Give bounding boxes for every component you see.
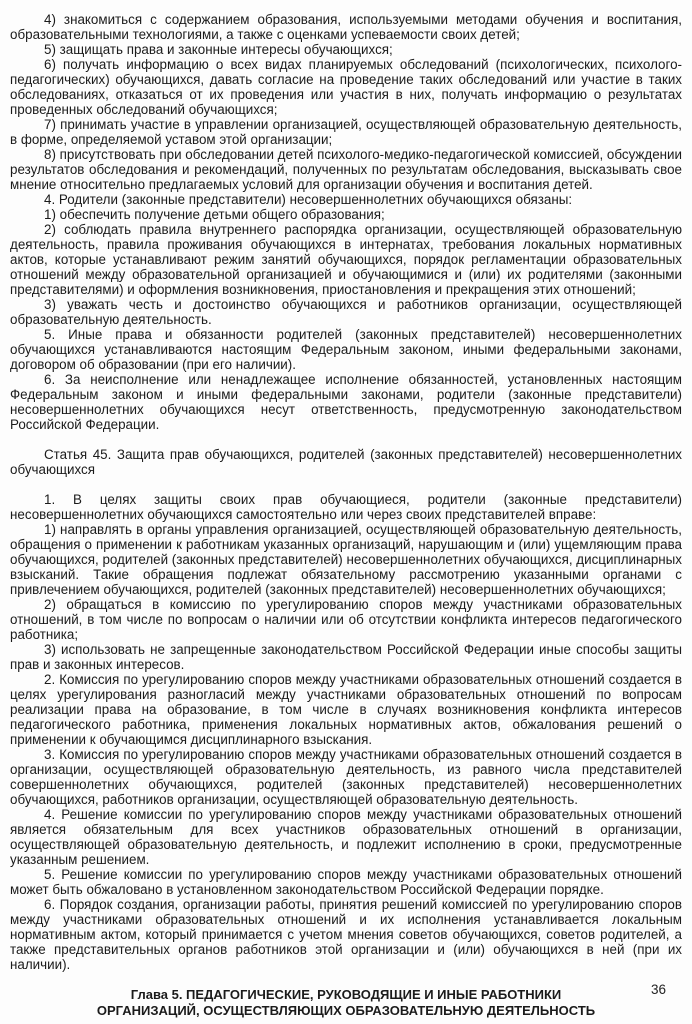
chapter-heading-line1: Глава 5. ПЕДАГОГИЧЕСКИЕ, РУКОВОДЯЩИЕ И ИНЫЕ РАБОТНИКИ xyxy=(130,987,562,1002)
paragraph: 5) защищать права и законные интересы обучающихся; xyxy=(44,42,393,57)
paragraph: 3) использовать не запрещенные законодательством Российской Федерации иные способы защиты прав и законных интересов. xyxy=(10,642,682,672)
paragraph: 1) обеспечить получение детьми общего образования; xyxy=(44,207,385,222)
paragraph: 5. Решение комиссии по урегулированию споров между участниками образовательных отношений может быть обжаловано в установленном законодательством Российской Федерации порядке. xyxy=(10,867,682,897)
paragraph: 8) присутствовать при обследовании детей психолого-медико-педагогической комиссией, обсуждении результатов обследования и рекомендаций, полученных по результатам обследования, высказывать свое мнение относительно предлагаемых условий для организации обучения и воспитания детей. xyxy=(10,147,682,192)
paragraph: 2) обращаться в комиссию по урегулированию споров между участниками образовательных отношений, в том числе по вопросам о наличии или об отсутствии конфликта интересов педагогического работника; xyxy=(10,597,682,642)
paragraph: 6. За неисполнение или ненадлежащее исполнение обязанностей, установленных настоящим Федеральным законом и иными федеральными законами, родители (законные представители) несовершеннолетних обучающихся несут ответственность, предусмотренную законодательством Российской Федерации. xyxy=(10,372,682,432)
chapter-5-heading xyxy=(10,987,682,1018)
paragraph: 4. Родители (законные представители) несовершеннолетних обучающихся обязаны: xyxy=(44,192,573,207)
paragraph: 3) уважать честь и достоинство обучающихся и работников организации, осуществляющей образовательную деятельность. xyxy=(10,297,682,327)
document-content xyxy=(10,12,682,1018)
paragraph: 2. Комиссия по урегулированию споров между участниками образовательных отношений создается в целях урегулирования разногласий между участниками образовательных отношений по вопросам реализации права на образование, в том числе в случаях возникновения конфликта интересов педагогического работника, применения локальных нормативных актов, обжалования решений о применении к обучающимся дисциплинарного взыскания. xyxy=(10,672,682,747)
paragraph: 1) направлять в органы управления организацией, осуществляющей образовательную деятельность, обращения о применении к работникам указанных организаций, нарушающим и (или) ущемляющим права обучающихся, родителей (законных представителей) несовершеннолетних обучающихся, дисциплинарных взысканий. Такие обращения подлежат обязательному рассмотрению указанными органами с привлечением обучающихся, родителей (законных представителей) несовершеннолетних обучающихся; xyxy=(10,522,682,597)
paragraph: 5. Иные права и обязанности родителей (законных представителей) несовершеннолетних обучающихся устанавливаются настоящим Федеральным законом, иными федеральными законами, договором об образовании (при его наличии). xyxy=(10,327,682,372)
paragraph: 6. Порядок создания, организации работы, принятия решений комиссией по урегулированию споров между участниками образовательных отношений и их исполнения устанавливается локальным нормативным актом, который принимается с учетом мнения советов обучающихся, советов родителей, а также представительных органов работников этой организации и (или) обучающихся в ней (при их наличии). xyxy=(10,897,682,972)
chapter-heading-line2: ОРГАНИЗАЦИЙ, ОСУЩЕСТВЛЯЮЩИХ ОБРАЗОВАТЕЛЬНУЮ ДЕЯТЕЛЬНОСТЬ xyxy=(96,1002,596,1018)
paragraph: 7) принимать участие в управлении организацией, осуществляющей образовательную деятельность, в форме, определяемой уставом этой организации; xyxy=(10,117,682,147)
paragraph: 4) знакомиться с содержанием образования, используемыми методами обучения и воспитания, образовательными технологиями, а также с оценками успеваемости своих детей; xyxy=(10,12,682,42)
paragraph: 4. Решение комиссии по урегулированию споров между участниками образовательных отношений является обязательным для всех участников образовательных отношений в организации, осуществляющей образовательную деятельность, и подлежит исполнению в сроки, предусмотренные указанным решением. xyxy=(10,807,682,867)
paragraph: 3. Комиссия по урегулированию споров между участниками образовательных отношений создается в организации, осуществляющей образовательную деятельность, из равного числа представителей совершеннолетних обучающихся, родителей (законных представителей) несовершеннолетних обучающихся, работников организации, осуществляющей образовательную деятельность. xyxy=(10,747,682,807)
article-45-heading: Статья 45. Защита прав обучающихся, родителей (законных представителей) несовершеннолетних обучающихся xyxy=(10,447,682,477)
paragraph: 6) получать информацию о всех видах планируемых обследований (психологических, психолого-педагогических) обучающихся, давать согласие на проведение таких обследований или участие в таких обследованиях, отказаться от их проведения или участия в них, получать информацию о результатах проведенных обследований обучающихся; xyxy=(10,57,682,117)
paragraph: 2) соблюдать правила внутреннего распорядка организации, осуществляющей образовательную деятельность, правила проживания обучающихся в интернатах, требования локальных нормативных актов, которые устанавливают режим занятий обучающихся, порядок регламентации образовательных отношений между образовательной организацией и обучающимися и (или) их родителями (законными представителями) и оформления возникновения, приостановления и прекращения этих отношений; xyxy=(10,222,682,297)
paragraph: 1. В целях защиты своих прав обучающиеся, родители (законные представители) несовершеннолетних обучающихся самостоятельно или через своих представителей вправе: xyxy=(10,492,682,522)
page-number: 36 xyxy=(650,982,666,997)
